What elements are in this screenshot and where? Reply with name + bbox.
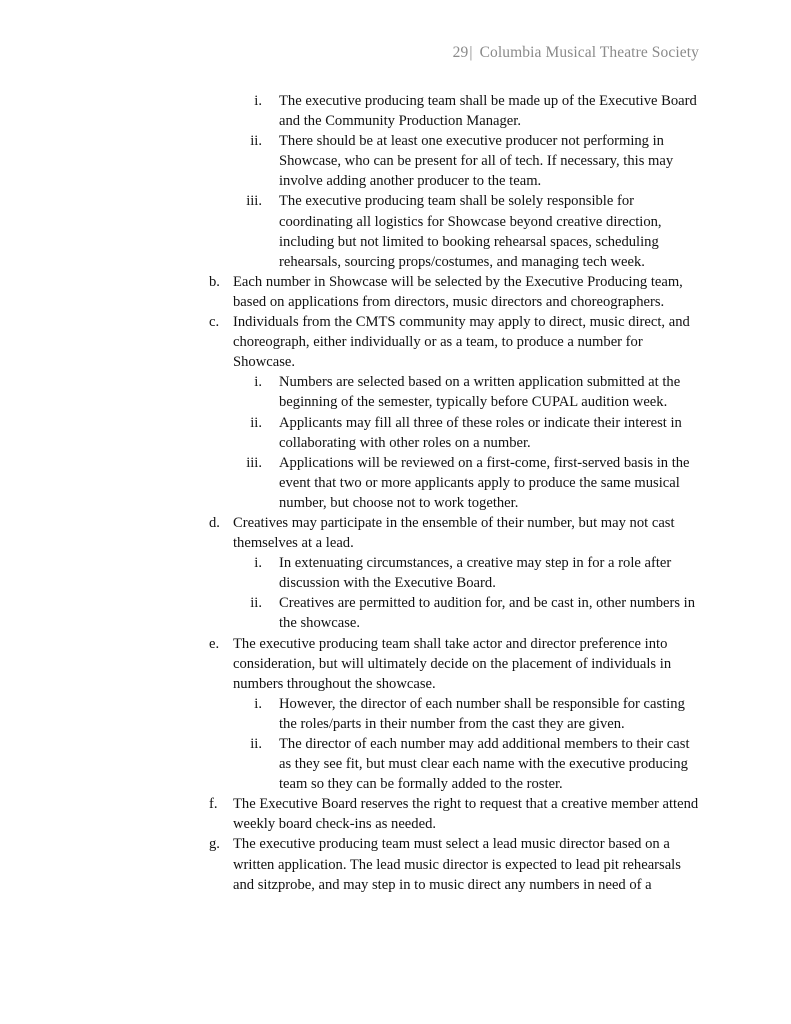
list-item bbox=[209, 794, 703, 834]
list-marker: e. bbox=[209, 635, 220, 652]
list-item-text: In extenuating circumstances, a creative may step in for a role after discussion with the Executive Board. bbox=[279, 555, 672, 592]
list-item-text: Creatives are permitted to audition for, and be cast in, other numbers in the showcase. bbox=[279, 595, 696, 632]
list-item-text: The director of each number may add additional members to their cast as they see fit, but must clear each name with the executive producing team so they can be formally added to the roster. bbox=[279, 736, 690, 793]
list-marker: i. bbox=[254, 695, 262, 712]
list-marker: i. bbox=[254, 93, 262, 109]
list-item bbox=[209, 272, 703, 312]
page-number: 29 bbox=[452, 44, 469, 61]
list-item-text: Applicants may fill all three of these roles or indicate their interest in collaborating with other roles on a number. bbox=[279, 414, 682, 451]
list-item-text: There should be at least one executive producer not performing in Showcase, who can be present for all of tech. If necessary, this may involve adding another producer to the team. bbox=[279, 133, 674, 190]
list-item-text: However, the director of each number shall be responsible for casting the roles/parts in their number from the cast they are given. bbox=[279, 695, 685, 732]
list-marker: c. bbox=[209, 314, 220, 331]
list-marker: i. bbox=[254, 374, 262, 391]
document-body bbox=[0, 91, 791, 895]
list-item bbox=[250, 413, 703, 453]
list-marker: ii. bbox=[250, 595, 262, 612]
list-item-text: Numbers are selected based on a written application submitted at the beginning of the semester, typically before CUPAL audition week. bbox=[279, 374, 681, 411]
list-item bbox=[250, 734, 703, 794]
list-marker: g. bbox=[209, 836, 220, 853]
list-marker: ii. bbox=[250, 133, 262, 150]
list-item-text: Creatives may participate in the ensemble of their number, but may not cast themselves at a lead. bbox=[233, 514, 675, 552]
list-marker: i. bbox=[254, 555, 262, 572]
list-marker: ii. bbox=[250, 736, 262, 752]
list-item bbox=[250, 593, 703, 633]
list-marker: f. bbox=[209, 796, 218, 813]
list-marker: b. bbox=[209, 273, 220, 290]
page-header bbox=[453, 44, 699, 62]
header-separator: | bbox=[469, 44, 473, 61]
list-marker: iii. bbox=[246, 193, 262, 210]
list-item bbox=[209, 834, 703, 894]
list-marker: d. bbox=[209, 514, 220, 531]
list-item-text: The executive producing team must select a lead music director based on a written application. The lead music director is expected to lead pit rehearsals and sitzprobe, and may step in to music direct any numbers in need of a bbox=[233, 836, 681, 893]
list-item bbox=[250, 131, 703, 191]
list-item bbox=[209, 312, 703, 372]
list-item-text: The executive producing team shall be solely responsible for coordinating all logistics for Showcase beyond creative direction, including but not limited to booking rehearsal spaces, scheduling rehearsals, sourcing props/costumes, and managing tech week. bbox=[279, 193, 662, 270]
list-item bbox=[209, 634, 703, 694]
list-item-text: Each number in Showcase will be selected by the Executive Producing team, based on applications from directors, music directors and choreographers. bbox=[233, 273, 683, 310]
list-marker: iii. bbox=[246, 454, 262, 471]
list-item bbox=[246, 191, 703, 271]
list-item-text: The executive producing team shall be made up of the Executive Board and the Community Production Manager. bbox=[279, 93, 697, 130]
list-item bbox=[254, 553, 703, 593]
list-item-text: Individuals from the CMTS community may apply to direct, music direct, and choreograph, either individually or as a team, to produce a number for Showcase. bbox=[233, 314, 690, 371]
list-item bbox=[246, 453, 703, 513]
list-marker: ii. bbox=[250, 414, 262, 431]
list-item bbox=[254, 91, 703, 131]
list-item bbox=[209, 513, 703, 553]
list-item bbox=[254, 694, 703, 734]
list-item-text: Applications will be reviewed on a first-come, first-served basis in the event that two or more applicants apply to produce the same musical number, but choose not to work together. bbox=[279, 454, 690, 511]
document-title: Columbia Musical Theatre Society bbox=[479, 44, 699, 61]
list-item-text: The Executive Board reserves the right to request that a creative member attend weekly board check-ins as needed. bbox=[233, 796, 699, 833]
list-item bbox=[254, 372, 703, 412]
list-item-text: The executive producing team shall take actor and director preference into consideration, but will ultimately decide on the placement of individuals in numbers throughout the showcase. bbox=[233, 635, 672, 692]
